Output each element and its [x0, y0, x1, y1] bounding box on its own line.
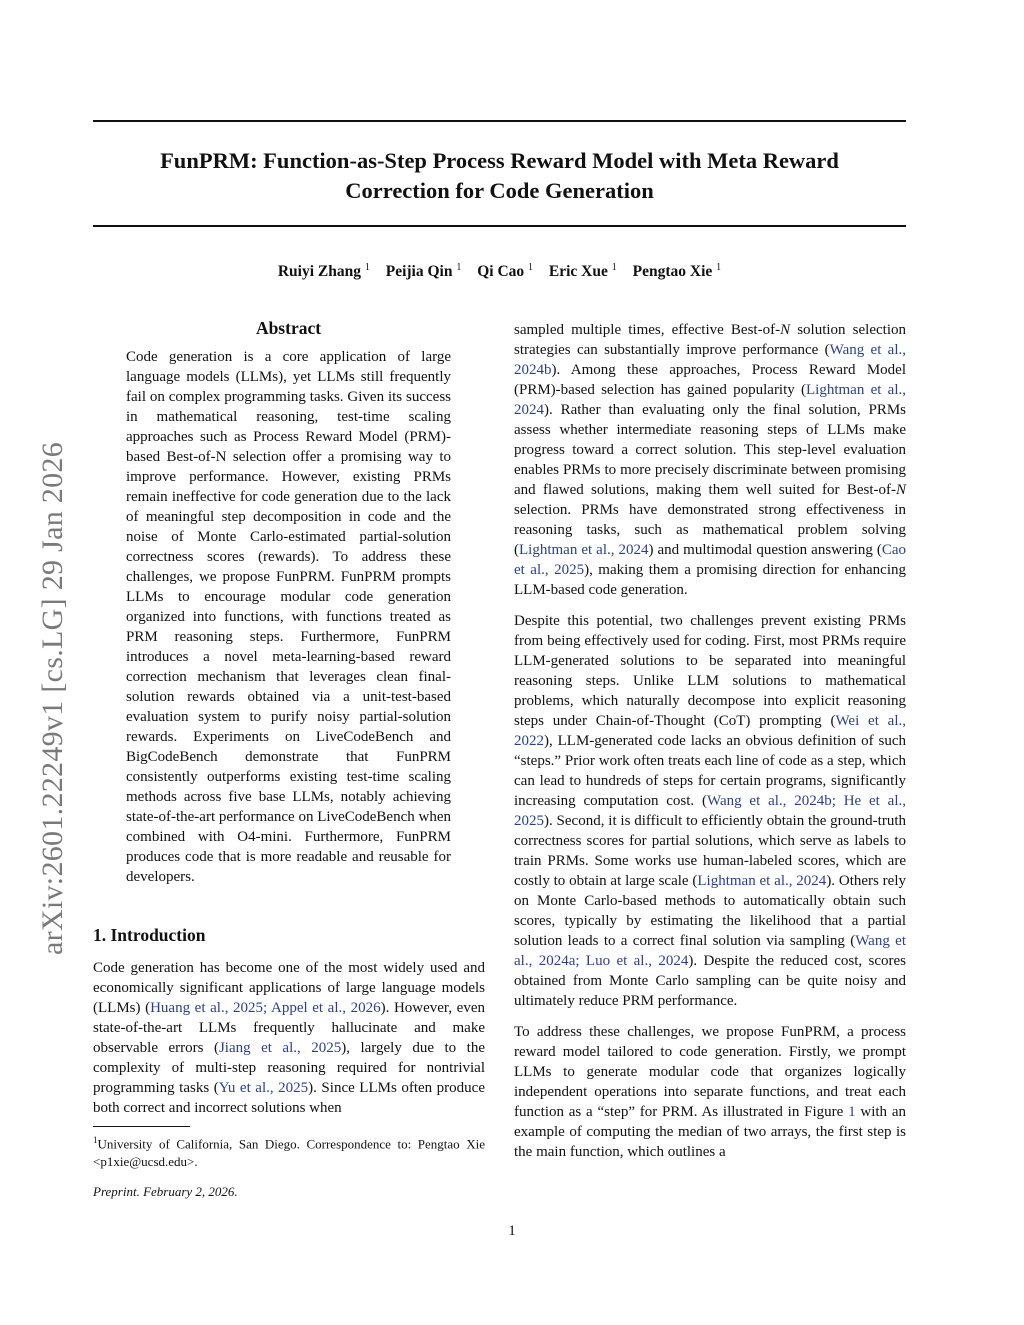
page-number: 1 — [508, 1223, 516, 1239]
author: Qi Cao $^1$ — [477, 262, 534, 281]
introduction-heading: 1. Introduction — [93, 925, 206, 945]
citation-link[interactable]: Huang et al., 2025; Appel et al., 2026 — [150, 1000, 381, 1016]
paragraph: sampled multiple times, effective Best-of-N solution selection strategies can substantially improve performance (Wang et al., 2024b). Among these approaches, Process Reward Model (PRM)-based selection has gained popularity (Lightman et al., 2024). Rather than evaluating only the final solution, PRMs assess whether intermediate reasoning steps of LLMs make progress toward a correct solution. This step-level evaluation enables PRMs to more precisely discriminate between promising and flawed solutions, making them well suited for Best-of-N selection. PRMs have demonstrated strong effectiveness in reasoning tasks, such as mathematical problem solving (Lightman et al., 2024) and multimodal question answering (Cao et al., 2025), making them a promising direction for enhancing LLM-based code generation. — [514, 322, 906, 598]
title-line-2: Correction for Code Generation — [345, 178, 654, 203]
author: Ruiyi Zhang $^1$ — [277, 262, 370, 281]
right-column — [514, 320, 906, 1173]
citation-link[interactable]: Wang et al., 2024a; Luo et al., 2024 — [514, 933, 906, 969]
title-line-1: FunPRM: Function-as-Step Process Reward Model with Meta Reward — [160, 148, 839, 173]
introduction-paragraph: Code generation has become one of the most widely used and economically significant applications of large language models (LLMs) (Huang et al., 2025; Appel et al., 2026). However, even state-of-the-art LLMs frequently hallucinate and make observable errors (Jiang et al., 2025), largely due to the complexity of multi-step reasoning required for nontrivial programming tasks (Yu et al., 2025). Since LLMs often produce both correct and incorrect solutions when — [93, 960, 485, 1116]
citation-link[interactable]: Lightman et al., 2024 — [514, 382, 906, 418]
abstract-heading: Abstract — [255, 318, 322, 338]
paper-title — [93, 146, 906, 206]
paragraph: Despite this potential, two challenges prevent existing PRMs from being effectively used for coding. First, most PRMs require LLM-generated solutions to be separated into meaningful reasoning steps. Unlike LLM solutions to mathematical problems, which naturally decompose into explicit reasoning steps under Chain-of-Thought (CoT) prompting (Wei et al., 2022), LLM-generated code lacks an obvious definition of such “steps.” Prior work often treats each line of code as a step, which can lead to hundreds of steps for certain programs, significantly increasing computation cost. (Wang et al., 2024b; He et al., 2025). Second, it is difficult to efficiently obtain the ground-truth correctness scores for partial solutions, which serve as labels to train PRMs. Some works use human-labeled scores, which are costly to obtain at large scale (Lightman et al., 2024). Others rely on Monte Carlo-based methods to automatically obtain such scores, typically by estimating the likelihood that a partial solution leads to a correct final solution via sampling (Wang et al., 2024a; Luo et al., 2024). Despite the reduced cost, scores obtained from Monte Carlo sampling can be quite noisy and ultimately reduce PRM performance. — [514, 613, 907, 1009]
preprint-date: Preprint. February 2, 2026. — [93, 1184, 238, 1199]
citation-link[interactable]: Wang et al., 2024b — [514, 342, 906, 378]
author: Eric Xue $^1$ — [548, 262, 617, 281]
citation-link[interactable]: Lightman et al., 2024 — [697, 873, 827, 889]
title-top-rule — [93, 120, 906, 122]
author: Pengtao Xie $^1$ — [632, 262, 722, 281]
citation-link[interactable]: Yu et al., 2025 — [218, 1080, 309, 1096]
abstract-body: Code generation is a core application of large language models (LLMs), yet LLMs still frequently fail on complex programming tasks. Given its success in mathematical reasoning, test-time scaling approaches such as Process Reward Model (PRM)-based Best-of-N selection offer a promising way to improve performance. However, existing PRMs remain ineffective for code generation due to the lack of meaningful step decomposition in code and the noise of Monte Carlo-estimated partial-solution correctness scores (rewards). To address these challenges, we propose FunPRM. FunPRM prompts LLMs to encourage modular code generation organized into functions, with functions treated as PRM reasoning steps. Furthermore, FunPRM introduces a novel meta-learning-based reward correction mechanism that leverages clean final-solution rewards obtained via a unit-test-based evaluation system to purify noisy partial-solution rewards. Experiments on LiveCodeBench and BigCodeBench demonstrate that FunPRM consistently outperforms existing test-time scaling methods across five base LLMs, notably achieving state-of-the-art performance on LiveCodeBench when combined with O4-mini. Furthermore, FunPRM produces code that is more readable and reusable for developers. — [126, 349, 451, 885]
title-bottom-rule — [93, 225, 906, 227]
footnote-rule — [93, 1126, 190, 1127]
author-list — [93, 262, 906, 281]
citation-link[interactable]: Cao et al., 2025 — [514, 542, 906, 578]
arxiv-watermark: arXiv:2601.22249v1 [cs.LG] 29 Jan 2026 — [36, 442, 69, 955]
citation-link[interactable]: Wang et al., 2024b; He et al., 2025 — [514, 793, 906, 829]
author: Peijia Qin $^1$ — [385, 262, 462, 281]
citation-link[interactable]: Wei et al., 2022 — [514, 713, 907, 749]
citation-link[interactable]: Lightman et al., 2024 — [519, 542, 649, 558]
paragraph: To address these challenges, we propose FunPRM, a process reward model tailored to code generation. Firstly, we prompt LLMs to generate modular code that organizes logically independent operations into separate functions, and treat each function as a “step” for PRM. As illustrated in Figure 1 with an example of computing the median of two arrays, the first step is the main function, which outlines a — [514, 1024, 906, 1160]
affiliation-footnote: $^1$University of California, San Diego. Correspondence to: Pengtao Xie <p1xie@ucsd.edu>. — [93, 1135, 485, 1170]
figure-link[interactable]: 1 — [848, 1104, 856, 1120]
citation-link[interactable]: Jiang et al., 2025 — [218, 1040, 342, 1056]
